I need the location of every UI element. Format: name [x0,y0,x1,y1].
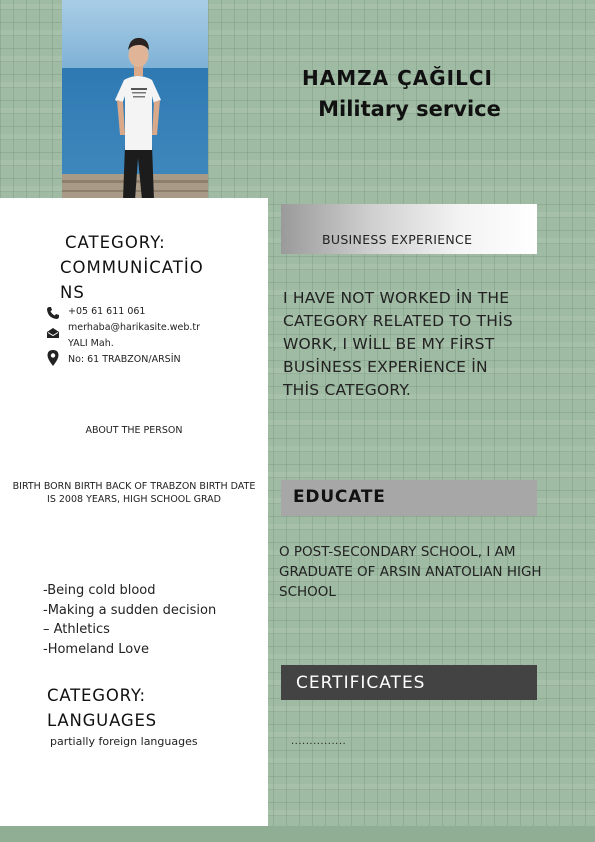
location-icon [46,349,60,363]
phone-icon [46,306,60,320]
traits-list [43,581,216,659]
about-title: ABOUT THE PERSON [85,425,183,436]
certificates-text: ............... [291,736,347,747]
business-line: WORK, I WİLL BE MY FİRST [283,335,495,353]
trait-item: – Athletics [43,622,110,637]
business-line: THİS CATEGORY. [283,381,411,399]
educate-title: EDUCATE [293,487,386,507]
category-communications [60,230,240,305]
trait-item: -Homeland Love [43,641,149,657]
business-experience-text [283,287,553,402]
bottom-band [0,826,595,842]
email-text: merhaba@harikasite.web.tr [68,322,201,333]
category-value-line2: NS [60,283,85,302]
category-label: CATEGORY: [47,686,146,705]
certificates-title: CERTIFICATES [296,673,426,693]
business-experience-title: BUSINESS EXPERIENCE [322,232,473,247]
category-value: LANGUAGES [47,711,157,730]
business-line: I HAVE NOT WORKED İN THE [283,289,510,307]
category-label: CATEGORY: [65,233,166,252]
business-line: BUSİNESS EXPERİENCE İN [283,358,488,376]
category-value-line1: COMMUNİCATİO [60,258,204,277]
category-languages [47,683,157,733]
person-role: Military service [318,97,501,121]
mail-icon [46,327,60,341]
person-name: HAMZA ÇAĞILCI [302,66,493,90]
languages-text: partially foreign languages [50,735,198,748]
about-text: BIRTH BORN BIRTH BACK OF TRABZON BIRTH DATE IS 2008 YEARS, HIGH SCHOOL GRAD [12,481,256,505]
address-line2-text: No: 61 TRABZON/ARSİN [68,354,181,365]
educate-text: O POST-SECONDARY SCHOOL, I AM GRADUATE OF ARSIN ANATOLIAN HIGH SCHOOL [279,544,542,600]
business-line: CATEGORY RELATED TO THİS [283,312,513,330]
name-block [270,64,525,126]
phone-text: +05 61 611 061 [68,306,146,317]
address-line1-text: YALI Mah. [68,338,114,349]
profile-photo [62,0,208,205]
trait-item: -Being cold blood [43,583,156,598]
trait-item: -Making a sudden decision [43,602,217,618]
